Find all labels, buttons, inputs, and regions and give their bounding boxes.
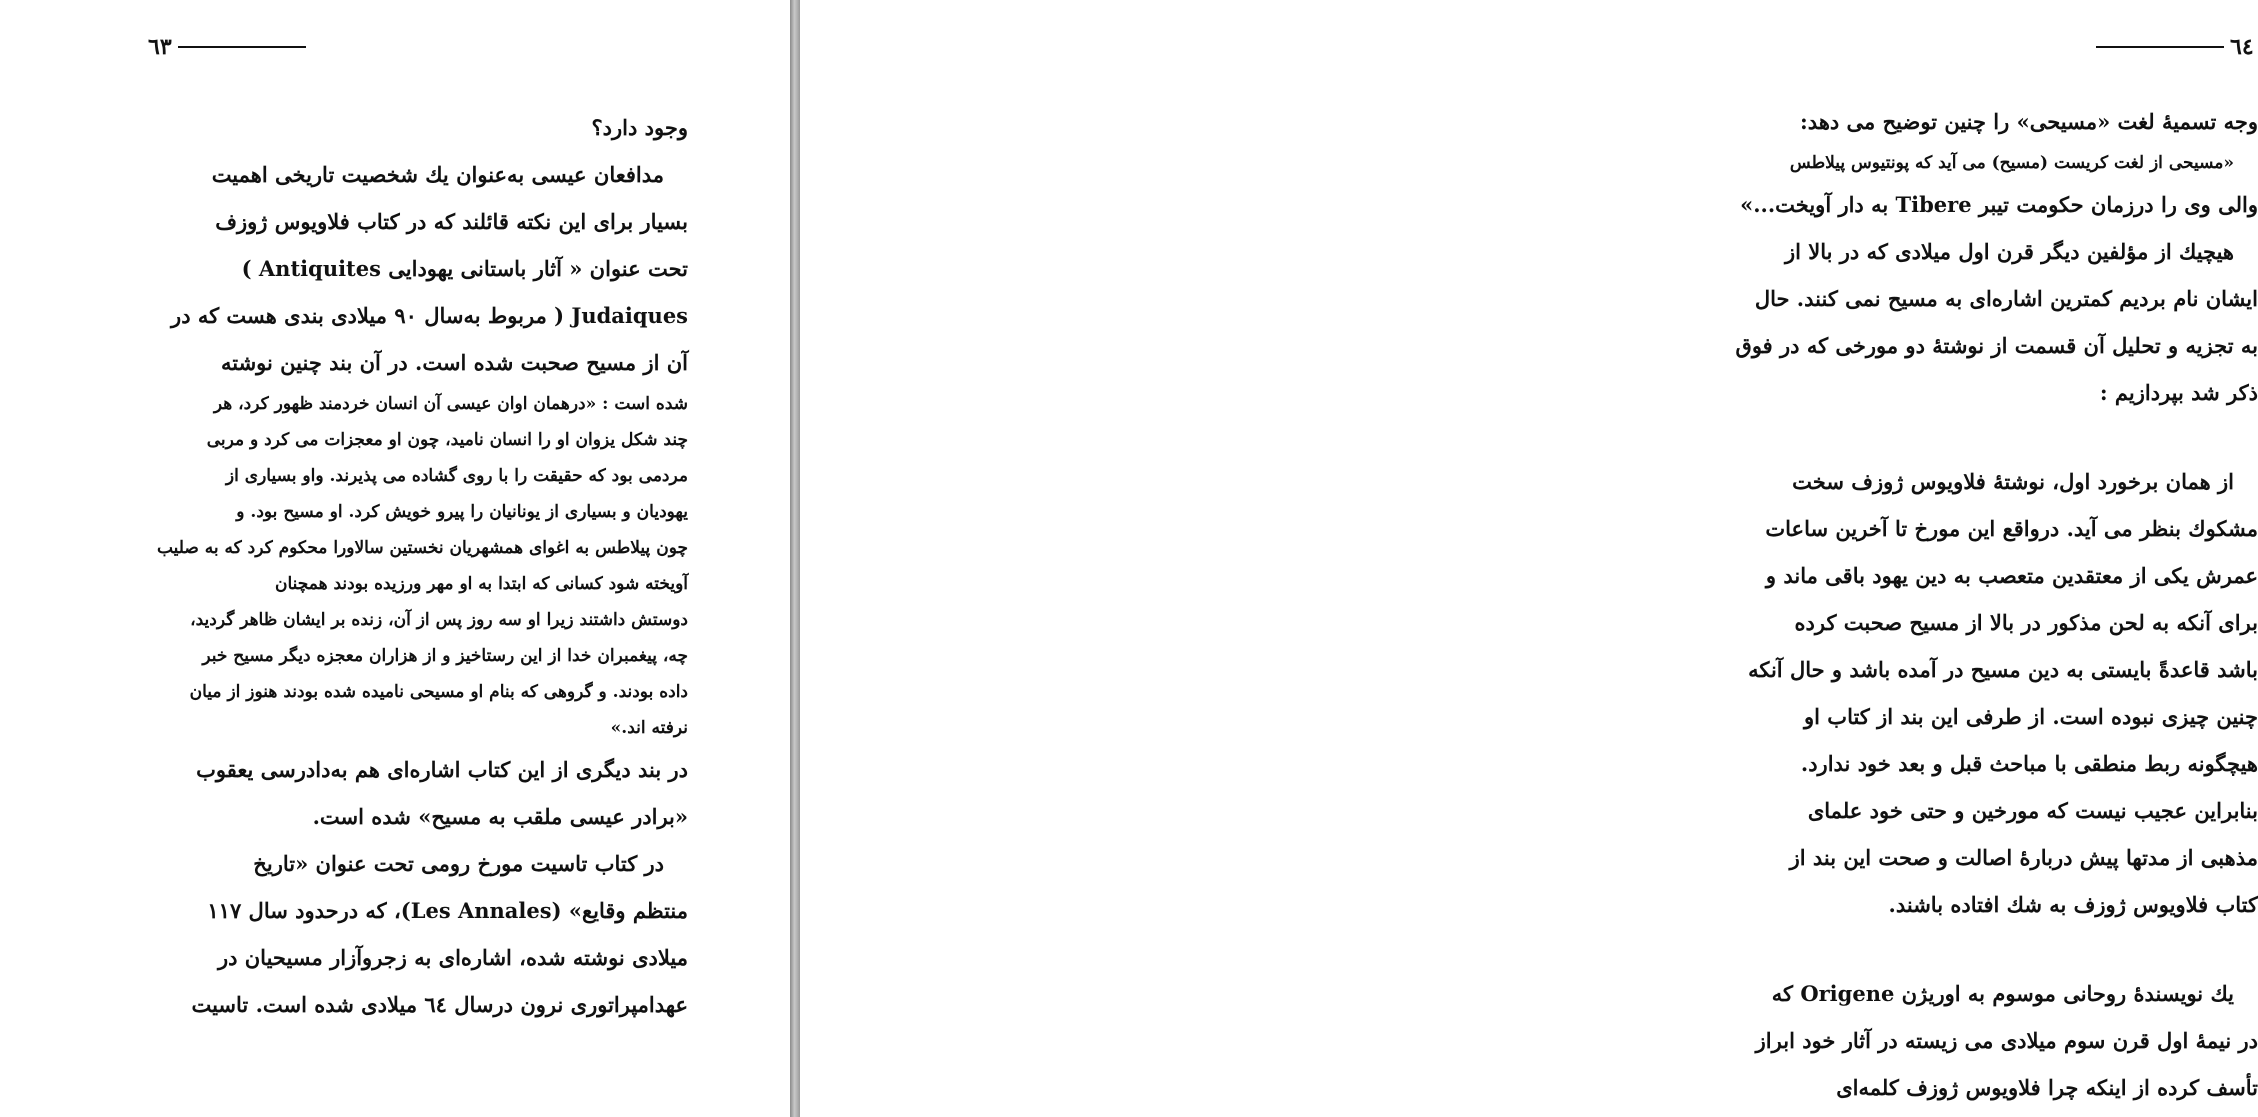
text-line: مذهبی از مدتها پیش دربارهٔ اصالت و صحت این بند از (1789, 845, 2258, 870)
paragraph-gap (1718, 944, 2258, 954)
text-line: والی وی را درزمان حکومت تیبر Tibere به دار آویخت...» (1740, 192, 2258, 217)
page-number: ٦٤ (2230, 34, 2254, 60)
text-line: از همان برخورد اول، نوشتهٔ فلاویوس ژوزف سخت (1792, 469, 2234, 494)
left-page-body (128, 104, 688, 1028)
right-page-body (1718, 98, 2258, 1111)
text-line: ایشان نام بردیم کمترین اشاره‌ای به مسیح نمی کنند. حال (1754, 286, 2258, 311)
text-line: آن از مسیح صحبت شده است. در آن بند چنین نوشته (220, 350, 688, 375)
header-rule (178, 46, 306, 48)
text-line: در نیمهٔ اول قرن سوم میلادی می زیسته در آثار خود ابراز (1755, 1028, 2258, 1053)
text-line: هیچگونه ربط منطقی با مباحث قبل و بعد خود ندارد. (1800, 751, 2258, 776)
quote-line: یهودیان و بسیاری از یونانیان را پیرو خویش کرد. او مسیح بود. و (236, 502, 688, 522)
right-page (800, 0, 2258, 1117)
text-line: ذکر شد بپردازیم : (2099, 380, 2258, 405)
quote-line: چند شکل یزوان او را انسان نامید، چون او معجزات می کرد و مربی (206, 430, 688, 450)
left-page (0, 0, 790, 1117)
right-page-header (2096, 34, 2254, 60)
text-line: «برادر عیسی ملقب به مسیح» شده است. (312, 804, 688, 829)
text-line: یك نویسندهٔ روحانی موسوم به اوریژن Origene که (1771, 981, 2234, 1006)
quote-line: شده است : «درهمان اوان عیسی آن انسان خردمند ظهور کرد، هر (213, 394, 688, 414)
quote-line: نرفته اند.» (610, 718, 688, 738)
text-line: هیچیك از مؤلفین دیگر قرن اول میلادی که در بالا از (1784, 239, 2234, 264)
text-line: مدافعان عیسی به‌عنوان یك شخصیت تاریخی اهمیت (211, 162, 664, 187)
text-line: تأسف کرده از اینکه چرا فلاویوس ژوزف کلمه‌ای (1836, 1075, 2258, 1100)
text-line: به تجزیه و تحلیل آن قسمت از نوشتهٔ دو مورخی که در فوق (1735, 333, 2258, 358)
text-line: برای آنکه به لحن مذکور در بالا از مسیح صحبت کرده (1794, 610, 2258, 635)
quote-line: مردمی بود که حقیقت را با روی گشاده می پذیرند. واو بسیاری از (225, 466, 688, 486)
quote-line: «مسیحی از لغت کریست (مسیح) می آید که پونتیوس پیلاطس (1789, 153, 2234, 173)
text-line: وجه تسمیهٔ لغت «مسیحی» را چنین توضیح می دهد: (1800, 109, 2258, 134)
left-page-header (148, 34, 306, 60)
text-line: در بند دیگری از این کتاب اشاره‌ای هم به‌دادرسی یعقوب (196, 757, 688, 782)
quote-line: دوستش داشتند زیرا او سه روز پس از آن، زنده بر ایشان ظاهر گردید، (190, 610, 688, 630)
text-line: بسیار برای این نکته قائلند که در کتاب فلاویوس ژوزف (215, 209, 688, 234)
text-line: چنین چیزی نبوده است. از طرفی این بند از کتاب او (1804, 704, 2258, 729)
quote-line: آویخته شود کسانی که ابتدا به او مهر ورزیده بودند همچنان (274, 574, 688, 594)
text-line: بنابراین عجیب نیست که مورخین و حتی خود علمای (1807, 798, 2258, 823)
text-line: وجود دارد؟ (591, 115, 688, 140)
text-line: مشکوك بنظر می آید. درواقع این مورخ تا آخرین ساعات (1765, 516, 2258, 541)
paragraph-gap (1718, 432, 2258, 442)
text-line: منتظم وقایع» (Les Annales)، که درحدود سال ۱۱۷ (207, 898, 688, 923)
text-line: عمرش یکی از معتقدین متعصب به دین یهود باقی ماند و (1765, 563, 2258, 588)
text-line: عهدامپراتوری نرون درسال ٦٤ میلادی شده است. تاسیت (191, 992, 688, 1017)
quote-line: چون پیلاطس به اغوای همشهریان نخستین سالاورا محکوم کرد که به صلیب (156, 538, 688, 558)
quote-line: داده بودند. و گروهی که بنام او مسیحی نامیده شده بودند هنوز از میان (189, 682, 688, 702)
header-rule (2096, 46, 2224, 48)
text-line: تحت عنوان « آثار باستانی یهودایی Antiquites ) (241, 256, 688, 281)
page-number: ٦٣ (148, 34, 172, 60)
quote-line: چه، پیغمبران خدا از این رستاخیز و از هزاران معجزه دیگر مسیح خبر (202, 646, 688, 666)
book-gutter (790, 0, 800, 1117)
text-line: میلادی نوشته شده، اشاره‌ای به زجروآزار مسیحیان در (217, 945, 688, 970)
text-line: Judaiques ( مربوط به‌سال ۹۰ میلادی بندی هست که در (171, 303, 688, 328)
text-line: در کتاب تاسیت مورخ رومی تحت عنوان «تاریخ (253, 851, 664, 876)
text-line: کتاب فلاویوس ژوزف به شك افتاده باشند. (1888, 892, 2258, 917)
text-line: باشد قاعدةً بایستی به دین مسیح در آمده باشد و حال آنکه (1748, 657, 2258, 682)
